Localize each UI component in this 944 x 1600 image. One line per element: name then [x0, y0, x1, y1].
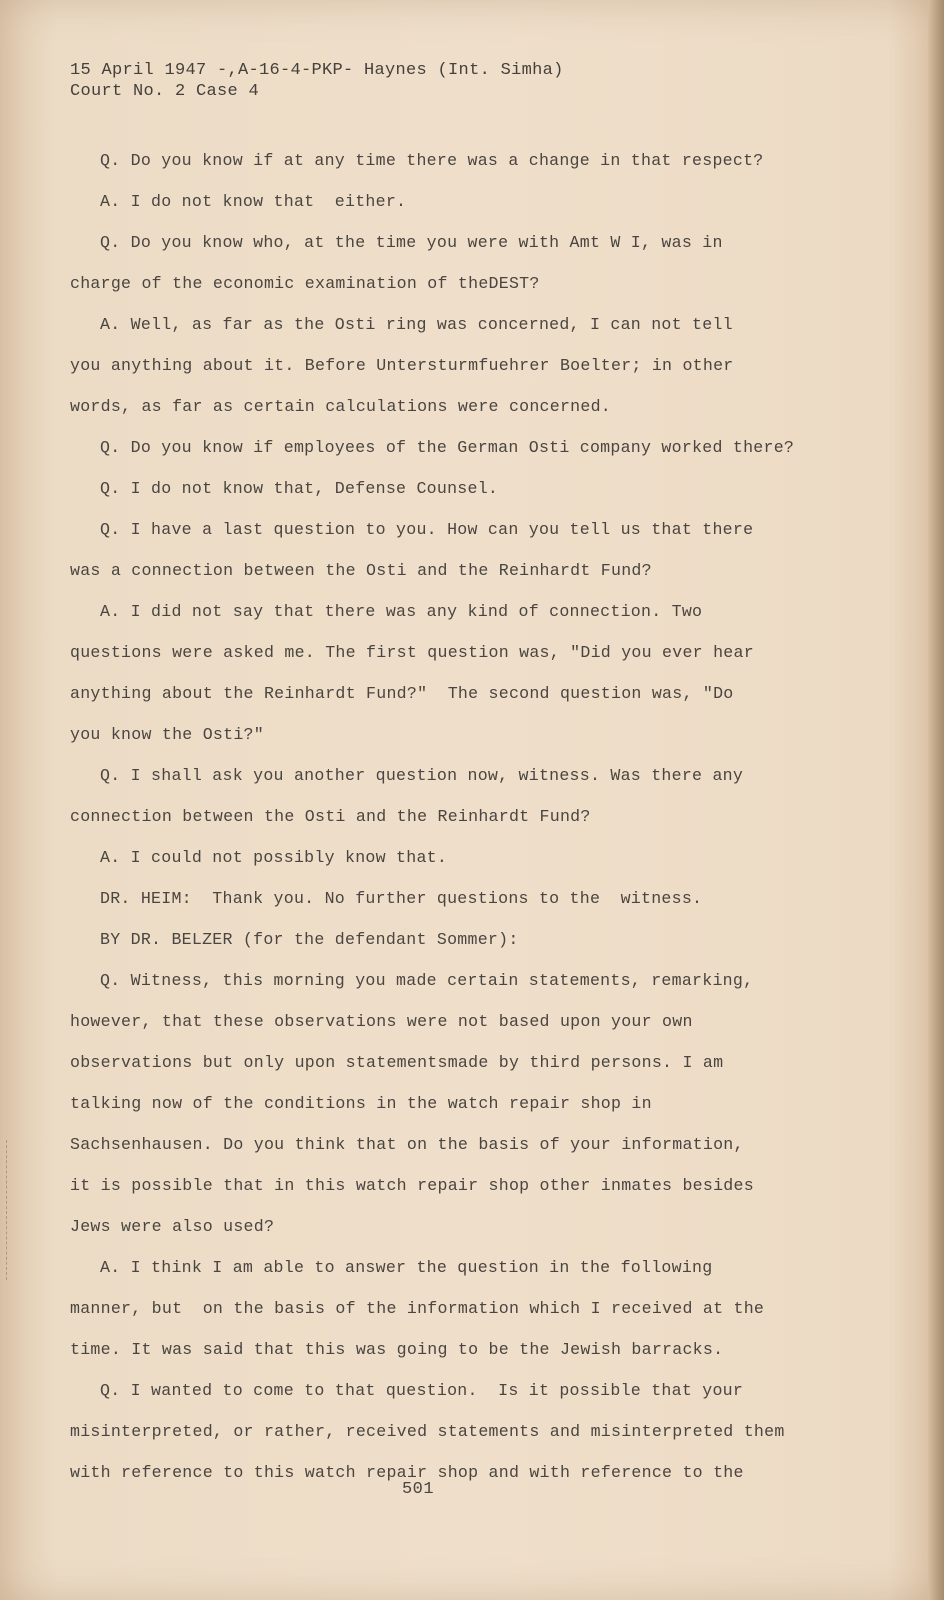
transcript-line: misinterpreted, or rather, received statements and misinterpreted them: [70, 1422, 785, 1441]
transcript-line: it is possible that in this watch repair shop other inmates besides: [70, 1176, 754, 1195]
transcript-line: Jews were also used?: [70, 1217, 275, 1236]
transcript-line: was a connection between the Osti and the Reinhardt Fund?: [70, 561, 652, 580]
transcript-line: Q. Witness, this morning you made certain statements, remarking,: [100, 971, 754, 990]
transcript-line: Sachsenhausen. Do you think that on the basis of your information,: [70, 1135, 744, 1154]
transcript-line: Q. Do you know if employees of the German Osti company worked there?: [100, 438, 795, 457]
transcript-line: DR. HEIM: Thank you. No further questions to the witness.: [100, 889, 703, 908]
header-court-line: Court No. 2 Case 4: [70, 82, 260, 101]
transcript-line: Q. Do you know who, at the time you were with Amt W I, was in: [100, 233, 723, 252]
transcript-line: talking now of the conditions in the watch repair shop in: [70, 1094, 652, 1113]
transcript-line: Q. Do you know if at any time there was a change in that respect?: [100, 151, 764, 170]
transcript-body: [70, 140, 890, 1493]
page-header: [70, 60, 564, 102]
transcript-line: BY DR. BELZER (for the defendant Sommer):: [100, 930, 519, 949]
transcript-line: charge of the economic examination of theDEST?: [70, 274, 540, 293]
binding-marks: [6, 1140, 19, 1280]
transcript-line: Q. I shall ask you another question now, witness. Was there any: [100, 766, 744, 785]
transcript-line: A. I think I am able to answer the question in the following: [100, 1258, 713, 1277]
header-date-line: 15 April 1947 -,A-16-4-PKP- Haynes (Int. Simha): [70, 61, 564, 80]
transcript-line: anything about the Reinhardt Fund?" The second question was, "Do: [70, 684, 734, 703]
transcript-line: words, as far as certain calculations were concerned.: [70, 397, 612, 416]
page-edge: [928, 0, 944, 1600]
transcript-line: A. I do not know that either.: [100, 192, 407, 211]
transcript-line: observations but only upon statementsmade by third persons. I am: [70, 1053, 724, 1072]
transcript-line: manner, but on the basis of the information which I received at the: [70, 1299, 765, 1318]
transcript-line: time. It was said that this was going to be the Jewish barracks.: [70, 1340, 724, 1359]
transcript-line: you know the Osti?": [70, 725, 264, 744]
transcript-line: Q. I wanted to come to that question. Is it possible that your: [100, 1381, 744, 1400]
transcript-line: connection between the Osti and the Reinhardt Fund?: [70, 807, 591, 826]
transcript-line: Q. I do not know that, Defense Counsel.: [100, 479, 499, 498]
transcript-line: A. I did not say that there was any kind of connection. Two: [100, 602, 703, 621]
page-number: 501: [401, 1480, 435, 1499]
transcript-line: however, that these observations were not based upon your own: [70, 1012, 693, 1031]
transcript-line: A. Well, as far as the Osti ring was concerned, I can not tell: [100, 315, 733, 334]
transcript-line: you anything about it. Before Untersturmfuehrer Boelter; in other: [70, 356, 734, 375]
transcript-line: A. I could not possibly know that.: [100, 848, 448, 867]
transcript-line: Q. I have a last question to you. How can you tell us that there: [100, 520, 754, 539]
transcript-line: with reference to this watch repair shop and with reference to the: [70, 1463, 744, 1482]
transcript-line: questions were asked me. The first question was, "Did you ever hear: [70, 643, 754, 662]
